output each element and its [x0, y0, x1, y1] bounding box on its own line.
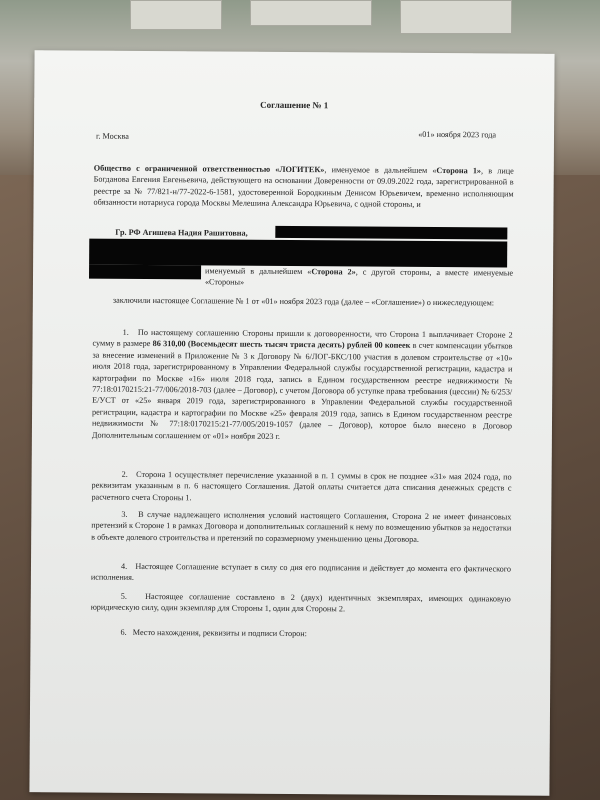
clause-number: 4. [120, 561, 128, 571]
clause-2: 2. Сторона 1 осуществляет перечисление указанной в п. 1 суммы в срок не позднее «31» мая 2024 года, по реквизитам указанным в п. 6 настоящего Соглашения. Датой оплаты считается дата списания денежных средств с расчетного счета Стороны 1. [91, 469, 512, 503]
clause-1: 1. По настоящему соглашению Стороны пришли к договоренности, что Сторона 1 выплачивает Стороне 2 сумму в размере 86 310,00 (Восемьдесят шесть тысяч триста десять) рублей 00 копеек в счет компенсации убытков за внесение изменений в Приложение № 3 к Договору № 6/ЛОГ-БКС/100 участия в долевом строительстве от «10» июля 2018 года, зарегистрированному в Управлении Федеральной службы государственной регистрации, кадастра и картографии по Москве «16» июля 2018 года, запись в Едином государственном реестре недвижимости № 77:18:0170215:21-77/006/2018-703 (далее – Договор), с учетом Договора об уступке права требования (цессии) № 6/253/Е/УСТ от «25» января 2019 года, зарегистрированного в Управлении Федеральной службы государственной регистрации, кадастра и картографии по Москве «25» февраля 2019 года, запись в Едином государственном реестре недвижимости № 77:18:0170215:21-77/005/2019-1057 (далее – Договор), которое было внесено в Договор Дополнительным соглашением от «01» ноября 2023 г. [91, 327, 513, 441]
side2-label: Сторона 2» [311, 267, 356, 277]
side1-label: Сторона 1» [436, 166, 482, 176]
background-building [250, 0, 372, 26]
intro-paragraph: заключили настоящее Соглашение № 1 от «01» ноября 2023 года (далее – «Соглашение») о нижеследующем: [112, 295, 495, 308]
clause-number: 1. [122, 327, 129, 337]
clause-number: 6. [120, 627, 127, 637]
clause-5: 5. Настоящее соглашение составлено в 2 (двух) идентичных экземплярах, имеющих одинаковую юридическую силу, один экземпляр для Стороны 1, один для Стороны 2. [90, 591, 511, 614]
preamble-paragraph: Общество с ограниченной ответственностью «ЛОГИТЕК», именуемое в дальнейшем «Сторона 1», в лице Богданова Евгения Евгеньевича, действующего на основании Доверенности от 09.09.2022 года, зарегистрированной в реестре за № 77/821-н/77-2022-6-1581, удостоверенной Бородкиным Денисом Юрьевичем, временно исполняющим обязанности нотариуса города Москвы Мелешина Александра Юрьевича, с одной стороны, и [93, 163, 514, 210]
clause-6: 6. Место нахождения, реквизиты и подписи Сторон: [120, 627, 307, 639]
background-building [400, 0, 512, 34]
background-building [130, 0, 222, 30]
redaction-bar [89, 239, 507, 268]
party2-paragraph: именуемый в дальнейшем «Сторона 2», с другой стороны, а вместе именуемые «Стороны» [204, 266, 514, 288]
document-city: г. Москва [95, 131, 129, 141]
clause-number: 3. [121, 509, 128, 519]
company-name: Общество с ограниченной ответственностью «ЛОГИТЕК» [93, 163, 325, 175]
document-date: «01» ноября 2023 года [418, 129, 497, 140]
clause-4: 4. Настоящее Соглашение вступает в силу со дня его подписания и действует до момента его фактического исполнения. [90, 561, 512, 583]
payment-amount: 86 310,00 (Восемьдесят шесть тысяч триста десять) рублей 00 копеек [152, 339, 411, 351]
clause-number: 2. [121, 469, 128, 479]
clause-number: 5. [120, 591, 127, 601]
redaction-bar [89, 265, 201, 280]
document-title: Соглашение № 1 [260, 99, 329, 111]
redaction-bar [275, 226, 507, 240]
clause-3: 3. В случае надлежащего исполнения условий настоящего Соглашения, Сторона 2 не имеет финансовых претензий к Стороне 1 в рамках Договора и дополнительных соглашений к нему по возмещению убытков за недостатки в объекте долевого строительства и претензий по соразмерному уменьшению цены Договора. [91, 509, 512, 544]
party2-name: Гр. РФ Агишева Надия Рашитовна, [115, 227, 248, 238]
document-page [29, 50, 554, 796]
